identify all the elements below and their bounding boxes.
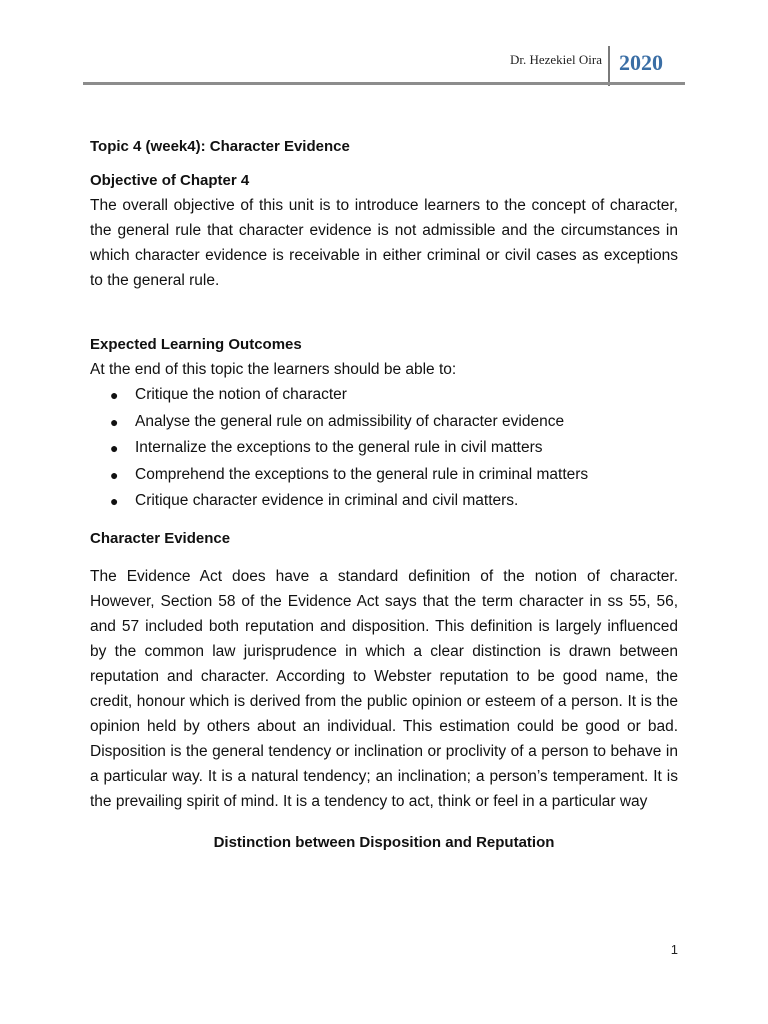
outcomes-list (90, 382, 678, 515)
objective-heading: Objective of Chapter 4 (90, 172, 250, 189)
header-author: Dr. Hezekiel Oira (509, 52, 602, 67)
distinction-heading: Distinction between Disposition and Reputation (213, 833, 555, 851)
bullet-icon: ● (110, 440, 119, 456)
header-year: 2020 (619, 50, 663, 75)
header-rule (83, 82, 685, 85)
header-divider (608, 46, 610, 86)
outcomes-heading: Expected Learning Outcomes (90, 336, 302, 353)
list-item: ● Critique the notion of character (90, 382, 678, 409)
outcomes-intro: At the end of this topic the learners should be able to: (90, 361, 457, 378)
character-evidence-heading: Character Evidence (90, 529, 231, 547)
bullet-icon: ● (110, 493, 119, 509)
page-number: 1 (670, 942, 678, 957)
list-item: ● Critique character evidence in criminal and civil matters. (90, 488, 678, 515)
list-item: ● Internalize the exceptions to the general rule in civil matters (90, 435, 678, 462)
document-body (90, 134, 678, 855)
bullet-icon: ● (110, 413, 119, 430)
list-item: ● Comprehend the exceptions to the general rule in criminal matters (90, 462, 678, 489)
topic-title: Topic 4 (week4): Character Evidence (90, 138, 350, 155)
bullet-icon: ● (110, 466, 119, 483)
bullet-icon: ● (110, 387, 119, 403)
list-item: ● Analyse the general rule on admissibility of character evidence (90, 409, 678, 436)
character-evidence-text: The Evidence Act does have a standard definition of the notion of character. However, Section 58 of the Evidence Act says that the term character in ss 55, 56, and 57 included both reputation and disposition. This definition is largely influenced by the common law jurisprudence in which a clear distinction is drawn between reputation and character. According to Webster reputation to be good name, the credit, honour which is derived from the public opinion or esteem of a person. It is the opinion held by others about an individual. This estimation could be good or bad. Disposition is the general tendency or inclination or proclivity of a person to behave in a particular way. It is a natural tendency; an inclination; a person’s temperament. It is the prevailing spirit of mind. It is a tendency to act, think or feel in a particular way (90, 567, 678, 810)
objective-text: The overall objective of this unit is to introduce learners to the concept of character, the general rule that character evidence is not admissible and the circumstances in which character evidence is receivable in either criminal or civil cases as exceptions to the general rule. (90, 197, 678, 289)
